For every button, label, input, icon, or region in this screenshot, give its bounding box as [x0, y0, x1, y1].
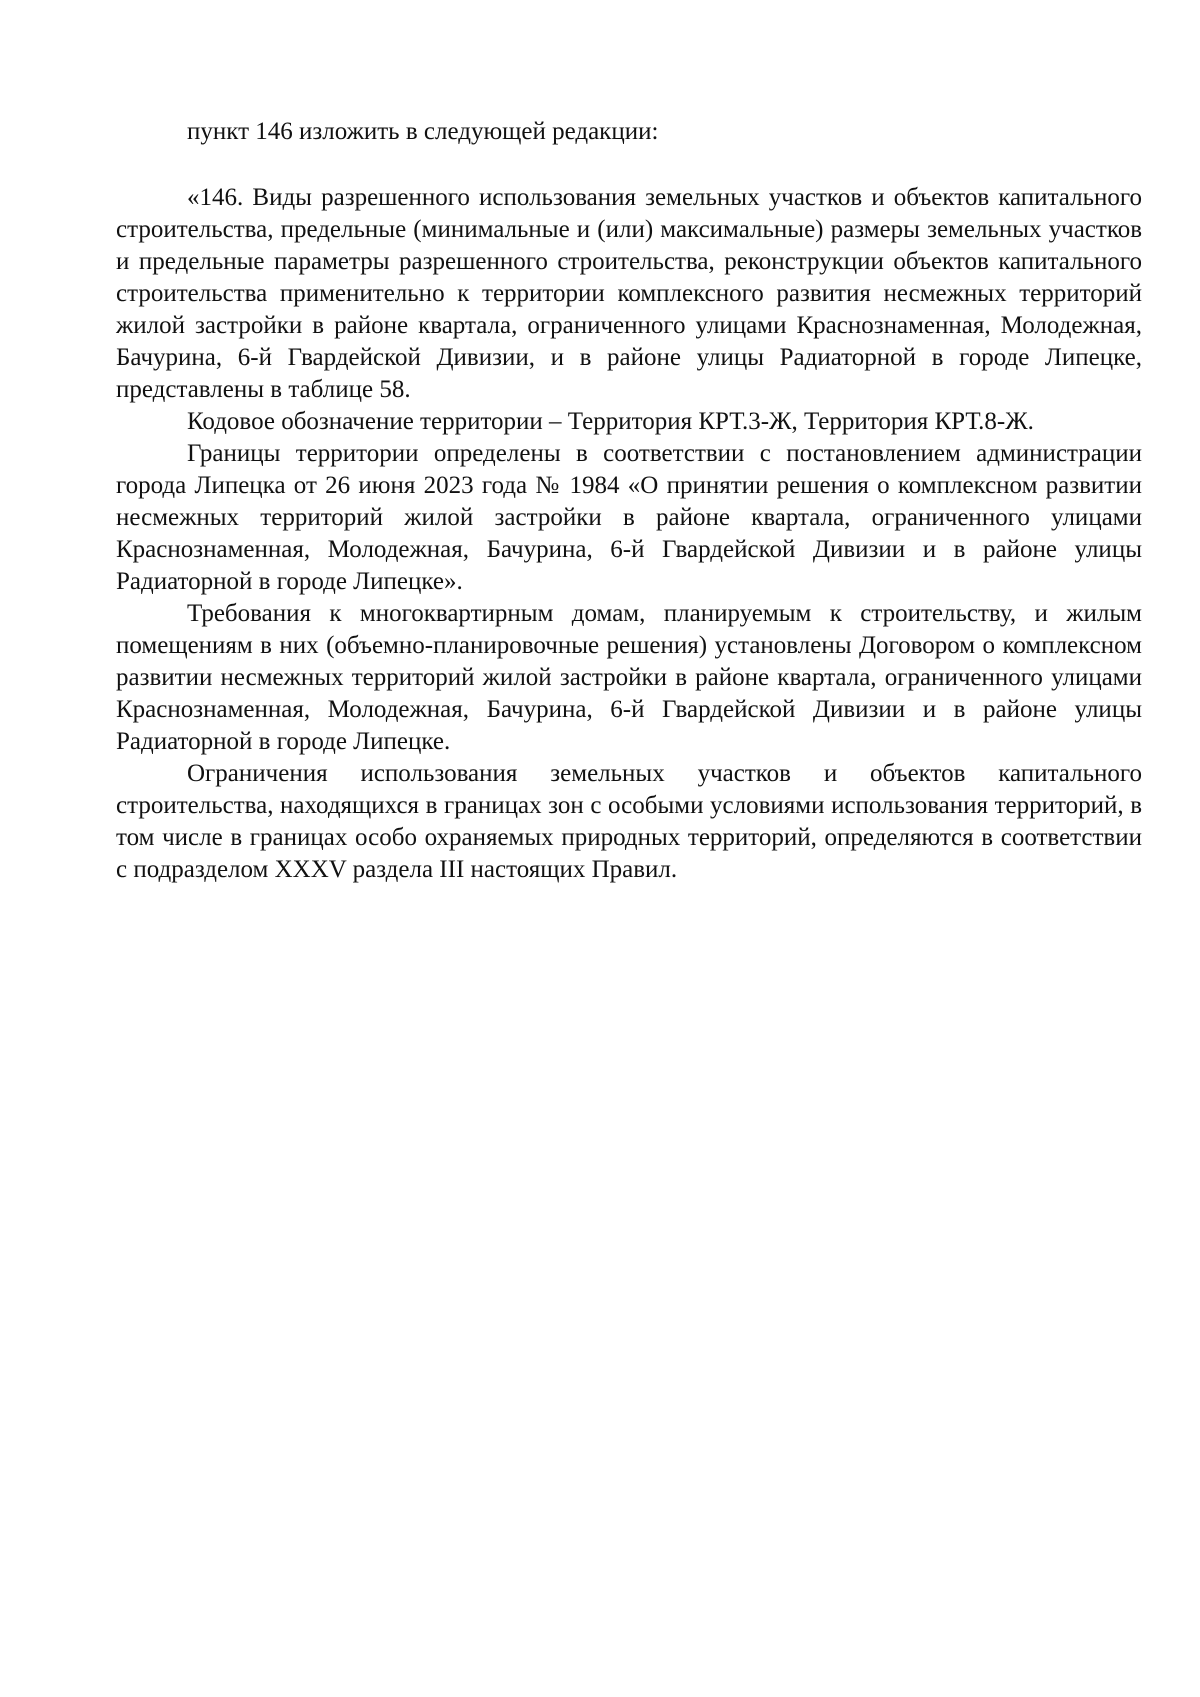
- paragraph-usage-restrictions: Ограничения использования земельных участков и объектов капитального строительства, находящихся в границах зон с особыми условиями использования территорий, в том числе в границах особо охраняемых природных территорий, определяются в соответствии с подразделом XXXV раздела III настоящих Правил.: [116, 760, 1142, 883]
- paragraph-housing-requirements: Требования к многоквартирным домам, планируемым к строительству, и жилым помещениям в них (объемно-планировочные решения) установлены Договором о комплексном развитии несмежных территорий жилой застройки в районе квартала, ограниченного улицами Краснознаменная, Молодежная, Бачурина, 6-й Гвардейской Дивизии и в районе улицы Радиаторной в городе Липецке.: [116, 600, 1142, 755]
- paragraph-code-designation: Кодовое обозначение территории – Территория КРТ.3-Ж, Территория КРТ.8-Ж.: [187, 408, 1034, 435]
- intro-paragraph: пункт 146 изложить в следующей редакции:: [187, 118, 659, 145]
- paragraph-146-definition: «146. Виды разрешенного использования земельных участков и объектов капитального строительства, предельные (минимальные и (или) максимальные) размеры земельных участков и предельные параметры разрешенного строительства, реконструкции объектов капитального строительства применительно к территории комплексного развития несмежных территорий жилой застройки в районе квартала, ограниченного улицами Краснознаменная, Молодежная, Бачурина, 6-й Гвардейской Дивизии, и в районе улицы Радиаторной в городе Липецке, представлены в таблице 58.: [116, 184, 1142, 403]
- paragraph-territory-boundaries: Границы территории определены в соответствии с постановлением администрации города Липецка от 26 июня 2023 года № 1984 «О принятии решения о комплексном развитии несмежных территорий жилой застройки в районе квартала, ограниченного улицами Краснознаменная, Молодежная, Бачурина, 6-й Гвардейской Дивизии и в районе улицы Радиаторной в городе Липецке».: [116, 440, 1142, 595]
- document-body: [116, 182, 1142, 886]
- intro-block: [116, 116, 1142, 148]
